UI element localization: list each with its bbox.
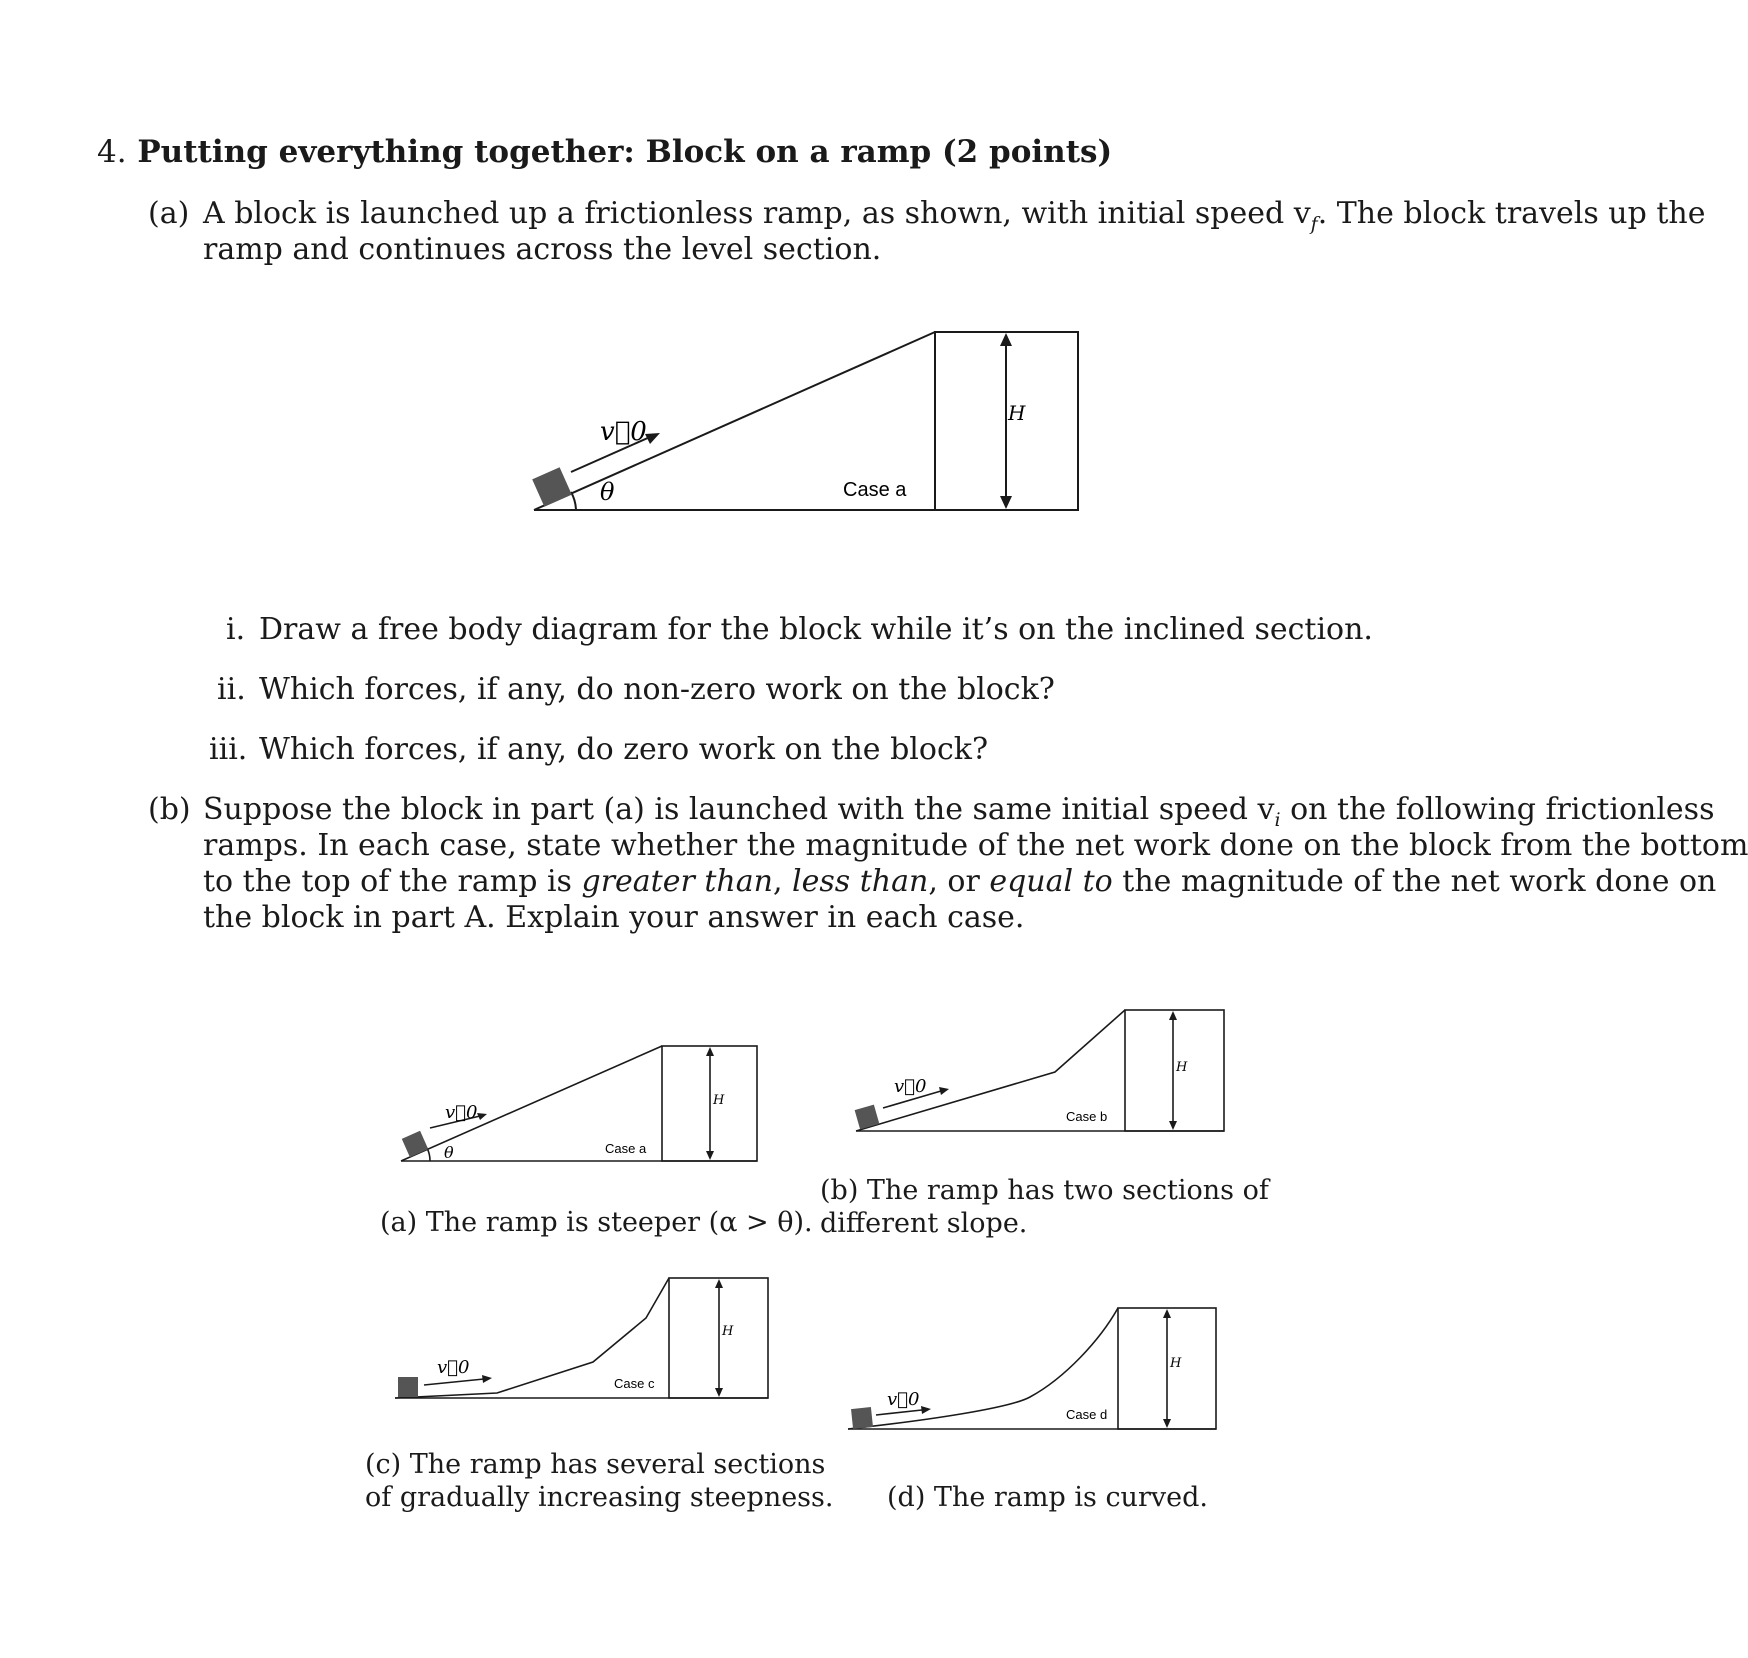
subfig-c-caption-1: (c) The ramp has several sections [365, 1449, 826, 1480]
question-ii-text: Which forces, if any, do non-zero work on the block? [259, 672, 1055, 707]
subfig-b-caption-2: different slope. [820, 1208, 1028, 1239]
subfig-c-case: Case c [614, 1376, 655, 1391]
problem-title: Putting everything together: Block on a ramp (2 points) [137, 134, 1113, 170]
subfig-b-case: Case b [1066, 1109, 1108, 1124]
subfig-d-v0: v⃗0 [887, 1389, 920, 1410]
subfig-a-case: Case a [605, 1141, 647, 1156]
subfig-c-v0: v⃗0 [437, 1357, 470, 1378]
subfig-d [848, 1308, 1216, 1429]
height-label: H [1008, 401, 1026, 425]
question-ii-label: ii. [217, 672, 246, 707]
subfig-d-caption: (d) The ramp is curved. [887, 1482, 1208, 1513]
question-iii-text: Which forces, if any, do zero work on the block? [259, 732, 989, 767]
question-iii-label: iii. [209, 732, 248, 767]
subfig-c-caption-2: of gradually increasing steepness. [365, 1482, 834, 1513]
part-a-line-2: ramp and continues across the level section. [203, 232, 882, 267]
subfig-b-caption-1: (b) The ramp has two sections of [820, 1175, 1269, 1206]
subfig-b-v0: v⃗0 [894, 1076, 927, 1097]
subfig-a-v0: v⃗0 [445, 1102, 478, 1123]
subfig-c [395, 1278, 768, 1398]
problem-number: 4. [97, 134, 127, 170]
question-i-label: i. [226, 612, 246, 647]
case-a-label: Case a [843, 479, 907, 501]
question-i-text: Draw a free body diagram for the block while it’s on the inclined section. [259, 612, 1373, 647]
subfig-d-case: Case d [1066, 1407, 1108, 1422]
part-b-label: (b) [148, 792, 191, 827]
part-b-line-1: Suppose the block in part (a) is launched with the same initial speed $v_i$ on the following frictionless [203, 792, 1715, 831]
subfig-a-block [402, 1131, 428, 1157]
subfig-b-height: H [1176, 1060, 1188, 1075]
part-b-line-4: the block in part A. Explain your answer in each case. [203, 900, 1025, 935]
subfig-a-caption: (a) The ramp is steeper (α > θ). [380, 1207, 813, 1238]
subfig-a-theta: θ [444, 1143, 454, 1162]
part-a-line-1: A block is launched up a frictionless ramp, as shown, with initial speed $v_f$. The block travels up the [203, 196, 1706, 235]
subfig-d-block [851, 1407, 873, 1429]
subfig-a-height: H [713, 1093, 725, 1108]
part-a-label: (a) [148, 196, 190, 231]
subfig-b [856, 1010, 1224, 1131]
subfig-c-height: H [722, 1324, 734, 1339]
subfig-c-block [398, 1377, 418, 1397]
part-b-line-3: to the top of the ramp is greater than, less than, or equal to the magnitude of the net work done on [203, 864, 1717, 899]
v0-label: v⃗0 [600, 417, 647, 447]
part-b-line-2: ramps. In each case, state whether the magnitude of the net work done on the block from the bottom [203, 828, 1748, 863]
theta-label: θ [600, 478, 615, 506]
subfig-d-height: H [1170, 1356, 1182, 1371]
